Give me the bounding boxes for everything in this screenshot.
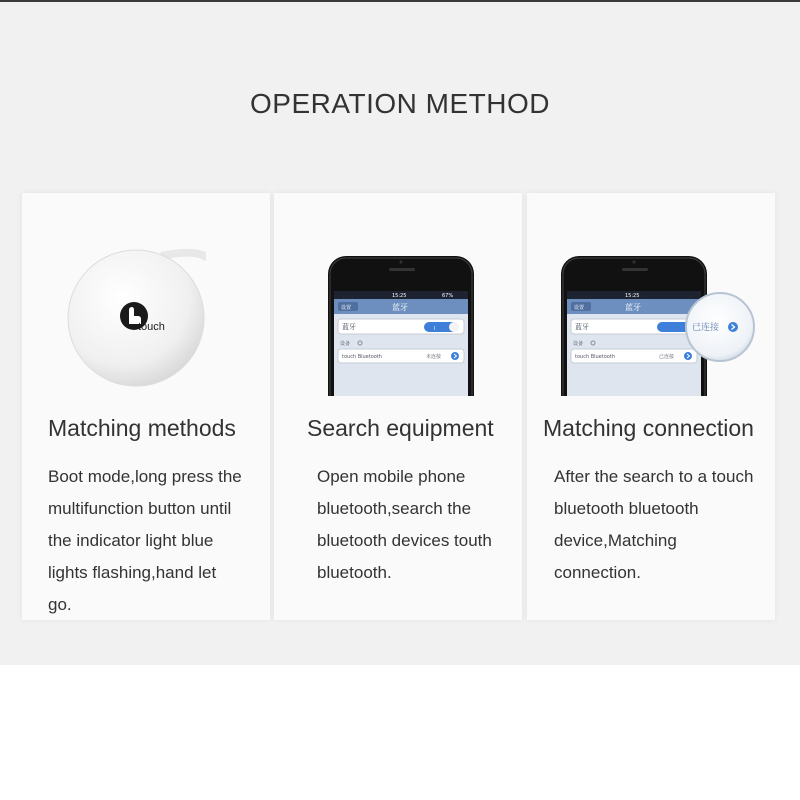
top-border bbox=[0, 0, 800, 2]
card-visual bbox=[22, 193, 270, 393]
card-matching-connection bbox=[527, 193, 775, 620]
device-name: touch Bluetooth bbox=[575, 354, 615, 360]
bluetooth-row-label: 蓝牙 bbox=[342, 323, 356, 331]
nav-title: 蓝牙 bbox=[392, 303, 408, 312]
card-visual bbox=[274, 193, 522, 393]
desc-line: the indicator light blue bbox=[48, 531, 214, 550]
phone-icon bbox=[326, 251, 476, 396]
card-visual bbox=[527, 193, 775, 393]
devices-section: 设备 bbox=[340, 341, 351, 347]
desc-line: multifunction button until bbox=[48, 499, 232, 518]
back-button[interactable]: 设置 bbox=[574, 305, 585, 311]
card-heading: Search equipment bbox=[307, 415, 494, 441]
status-battery: 67% bbox=[442, 293, 454, 299]
desc-line: go. bbox=[48, 595, 72, 614]
card-description bbox=[554, 461, 769, 589]
desc-line: bluetooth. bbox=[317, 563, 392, 582]
touch-logo-text: touch bbox=[138, 321, 165, 333]
card-heading: Matching methods bbox=[48, 415, 236, 441]
magnifier-icon bbox=[672, 291, 768, 363]
earphone-icon bbox=[66, 248, 206, 388]
magnified-status: 已连接 bbox=[692, 323, 720, 333]
status-time: 15:25 bbox=[625, 293, 640, 299]
bluetooth-row-label: 蓝牙 bbox=[575, 323, 589, 331]
desc-line: bluetooth bluetooth bbox=[554, 499, 699, 518]
card-search-equipment bbox=[274, 193, 522, 620]
desc-line: Open mobile phone bbox=[317, 467, 466, 486]
status-time: 15:25 bbox=[392, 293, 407, 299]
card-matching-methods bbox=[22, 193, 270, 620]
toggle-label: I bbox=[434, 326, 436, 332]
desc-line: device,Matching bbox=[554, 531, 677, 550]
card-description bbox=[317, 461, 532, 589]
desc-line: After the search to a touch bbox=[554, 467, 754, 486]
desc-line: bluetooth devices touth bbox=[317, 531, 492, 550]
device-name: touch Bluetooth bbox=[342, 354, 382, 360]
back-button[interactable]: 设置 bbox=[341, 305, 352, 311]
desc-line: connection. bbox=[554, 563, 641, 582]
page-title: OPERATION METHOD bbox=[250, 88, 550, 119]
card-description bbox=[48, 461, 263, 621]
device-status: 已连接 bbox=[659, 354, 675, 360]
desc-line: Boot mode,long press the bbox=[48, 467, 242, 486]
desc-line: lights flashing,hand let bbox=[48, 563, 217, 582]
devices-section: 设备 bbox=[573, 341, 584, 347]
card-heading: Matching connection bbox=[543, 415, 754, 441]
nav-title: 蓝牙 bbox=[625, 303, 641, 312]
desc-line: bluetooth,search the bbox=[317, 499, 472, 518]
device-status: 未连接 bbox=[426, 354, 442, 360]
